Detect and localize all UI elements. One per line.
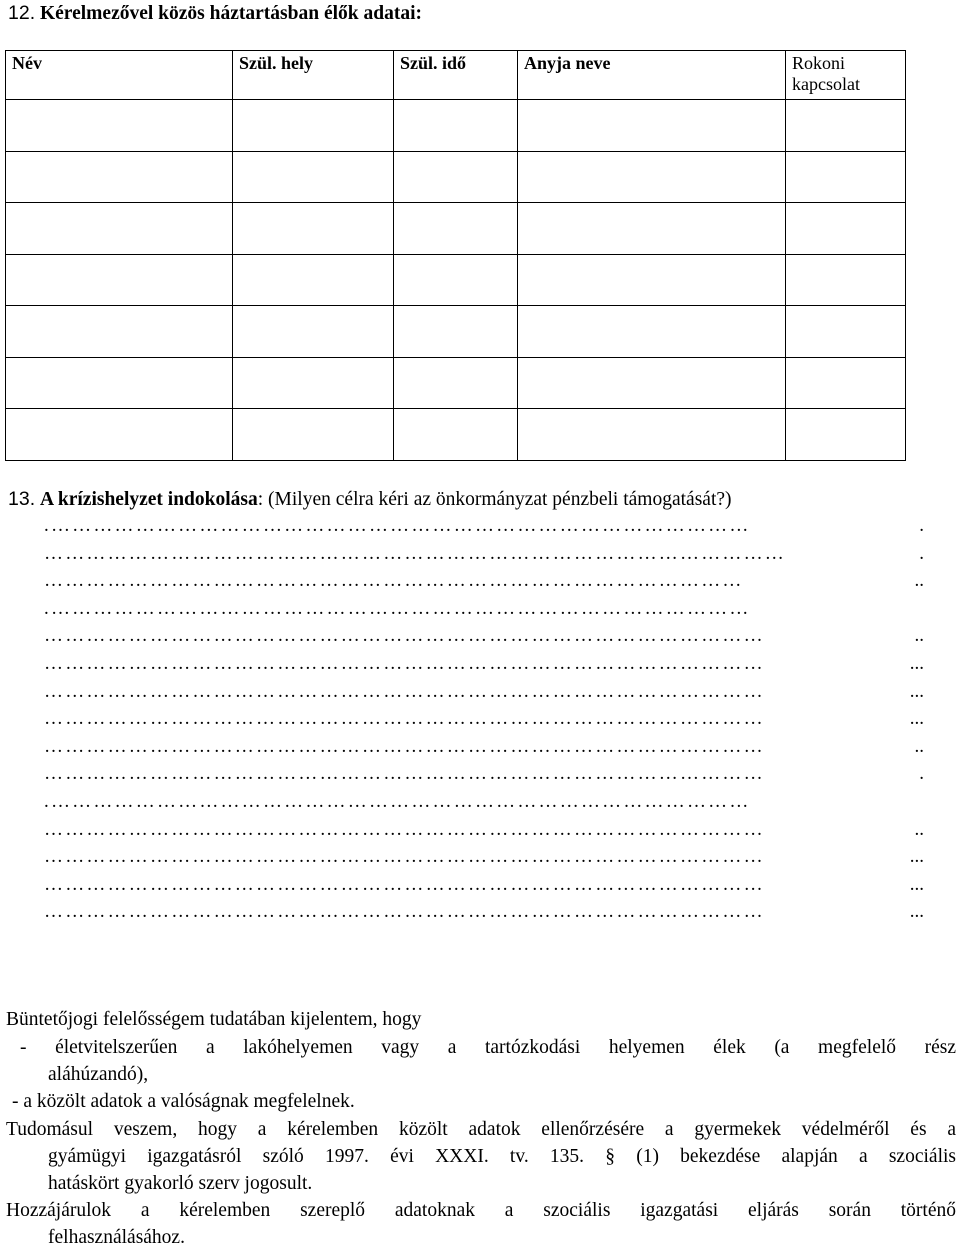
table-cell[interactable] bbox=[786, 306, 906, 358]
dotted-line[interactable] bbox=[44, 622, 924, 649]
dotted-line-lead: . bbox=[44, 515, 51, 536]
dotted-line[interactable] bbox=[44, 760, 924, 787]
table-row bbox=[6, 409, 906, 461]
table-cell[interactable] bbox=[518, 254, 786, 306]
consent-line-1: Hozzájárulok a kérelemben szereplő adatoknak a szociális igazgatási eljárás során történő bbox=[6, 1200, 956, 1221]
dotted-line-fill: ………………………………………………………………………………………… bbox=[44, 763, 765, 785]
table-cell[interactable] bbox=[6, 254, 233, 306]
dotted-line-end: . bbox=[917, 540, 924, 567]
section-12-heading bbox=[8, 2, 422, 25]
table-cell[interactable] bbox=[394, 203, 518, 255]
declaration-item-1-continued: aláhúzandó), bbox=[48, 1064, 149, 1085]
table-header-row bbox=[6, 51, 906, 100]
section-title: Kérelmezővel közös háztartásban élők adatai: bbox=[39, 3, 422, 24]
table-cell[interactable] bbox=[786, 409, 906, 461]
dotted-line[interactable] bbox=[44, 705, 924, 732]
dotted-line-fill: ………………………………………………………………………………………… bbox=[44, 653, 765, 674]
table-cell[interactable] bbox=[233, 409, 394, 461]
table-cell[interactable] bbox=[394, 306, 518, 358]
table-cell[interactable] bbox=[394, 254, 518, 306]
dotted-line-fill: ………………………………………………………………………………………… bbox=[44, 818, 765, 840]
column-header-name: Név bbox=[6, 51, 233, 100]
table-cell[interactable] bbox=[233, 203, 394, 255]
table-cell[interactable] bbox=[394, 409, 518, 461]
table-cell[interactable] bbox=[518, 203, 786, 255]
table-cell[interactable] bbox=[6, 151, 233, 203]
table-row bbox=[6, 306, 906, 358]
table-cell[interactable] bbox=[233, 151, 394, 203]
table-cell[interactable] bbox=[233, 254, 394, 306]
dotted-line-end: ... bbox=[908, 705, 924, 732]
table-cell[interactable] bbox=[394, 151, 518, 203]
dotted-line-end: .. bbox=[913, 816, 925, 843]
dotted-line-end: .. bbox=[913, 733, 925, 760]
column-header-birthplace: Szül. hely bbox=[233, 51, 394, 100]
dotted-line-end: . bbox=[917, 512, 924, 539]
column-header-relationship: Rokoni kapcsolat bbox=[786, 51, 906, 100]
table-cell[interactable] bbox=[786, 203, 906, 255]
dotted-line-fill: …………………………………………………………………………………………… bbox=[44, 542, 786, 564]
dotted-line[interactable] bbox=[44, 650, 924, 677]
table-row bbox=[6, 151, 906, 203]
section-number: 13. bbox=[8, 488, 36, 510]
dotted-line-fill: ………………………………………………………………………………………… bbox=[44, 625, 765, 647]
dotted-line-fill: ………………………………………………………………………………………… bbox=[44, 680, 765, 702]
dotted-line[interactable] bbox=[44, 843, 924, 870]
table-cell[interactable] bbox=[518, 409, 786, 461]
dotted-line-end: . bbox=[917, 760, 924, 787]
dotted-line-end: .. bbox=[913, 567, 925, 594]
table-cell[interactable] bbox=[786, 100, 906, 152]
dotted-line[interactable] bbox=[44, 678, 924, 705]
section-13-heading bbox=[8, 488, 732, 511]
table-cell[interactable] bbox=[394, 357, 518, 409]
dotted-line-end: ... bbox=[908, 678, 924, 705]
table-row bbox=[6, 357, 906, 409]
dotted-line-fill: ………………………………………………………………………………………… bbox=[44, 901, 765, 923]
dotted-line-end: .. bbox=[913, 622, 925, 649]
table-cell[interactable] bbox=[518, 151, 786, 203]
dotted-line-fill: ………………………………………………………………………………………… bbox=[44, 873, 765, 895]
dotted-line[interactable] bbox=[44, 733, 924, 760]
table-cell[interactable] bbox=[233, 100, 394, 152]
dotted-line-fill: ………………………………………………………………………………………… bbox=[44, 735, 765, 757]
table-row bbox=[6, 203, 906, 255]
dotted-line[interactable] bbox=[44, 871, 924, 898]
table-cell[interactable] bbox=[786, 254, 906, 306]
table-row bbox=[6, 254, 906, 306]
table-cell[interactable] bbox=[518, 306, 786, 358]
dotted-line[interactable] bbox=[44, 567, 924, 594]
acknowledgement-line-1: Tudomásul veszem, hogy a kérelemben közölt adatok ellenőrzésére a gyermekek védelméről és a bbox=[6, 1119, 956, 1140]
column-header-mother-name: Anyja neve bbox=[518, 51, 786, 100]
table-cell[interactable] bbox=[6, 203, 233, 255]
section-title-bold: A krízishelyzet indokolása bbox=[39, 489, 258, 510]
dotted-line[interactable] bbox=[44, 595, 924, 622]
table-body bbox=[6, 100, 906, 461]
acknowledgement-line-3: hatáskört gyakorló szerv jogosult. bbox=[48, 1173, 313, 1194]
section-number: 12. bbox=[8, 2, 36, 24]
dotted-line-fill: ……………………………………………………………………………………… bbox=[50, 791, 751, 812]
dotted-line-lead: . bbox=[44, 597, 51, 619]
dotted-line-lead: . bbox=[44, 791, 51, 812]
dotted-line-end: ... bbox=[908, 898, 924, 925]
table-row bbox=[6, 100, 906, 152]
declaration-item-2: - a közölt adatok a valóságnak megfelelnek. bbox=[12, 1091, 355, 1112]
acknowledgement-line-2: gyámügyi igazgatásról szóló 1997. évi XXXI. tv. 135. § (1) bekezdése alapján a szociális bbox=[48, 1146, 956, 1167]
table-cell[interactable] bbox=[518, 100, 786, 152]
dotted-line-fill: ……………………………………………………………………………………… bbox=[50, 597, 751, 619]
table-cell[interactable] bbox=[518, 357, 786, 409]
dotted-line[interactable] bbox=[44, 788, 924, 815]
declaration-item-1: - életvitelszerűen a lakóhelyemen vagy a tartózkodási helyemen élek (a megfelelő rész bbox=[20, 1037, 956, 1058]
dotted-line-end: ... bbox=[908, 650, 924, 677]
table-cell[interactable] bbox=[6, 409, 233, 461]
dotted-line-fill: ………………………………………………………………………………………… bbox=[44, 846, 765, 868]
table-cell[interactable] bbox=[394, 100, 518, 152]
dotted-line[interactable] bbox=[44, 898, 924, 925]
consent-line-2: felhasználásához. bbox=[48, 1227, 185, 1248]
dotted-line[interactable] bbox=[44, 540, 924, 567]
table-cell[interactable] bbox=[233, 306, 394, 358]
declaration-intro: Büntetőjogi felelősségem tudatában kijelentem, hogy bbox=[6, 1009, 422, 1030]
section-title-rest: : (Milyen célra kéri az önkormányzat pénzbeli támogatását?) bbox=[257, 489, 732, 510]
dotted-line[interactable] bbox=[44, 512, 924, 539]
dotted-line-fill: ……………………………………………………………………………………… bbox=[44, 570, 744, 592]
dotted-line[interactable] bbox=[44, 816, 924, 843]
dotted-line-end: ... bbox=[908, 843, 924, 870]
table-cell[interactable] bbox=[6, 306, 233, 358]
dotted-line-end: ... bbox=[908, 871, 924, 898]
column-header-birthdate: Szül. idő bbox=[394, 51, 518, 100]
table-cell[interactable] bbox=[233, 357, 394, 409]
table-cell[interactable] bbox=[786, 151, 906, 203]
dotted-line-fill: ……………………………………………………………………………………… bbox=[50, 515, 751, 536]
household-table bbox=[5, 50, 906, 461]
table-cell[interactable] bbox=[6, 357, 233, 409]
dotted-line-fill: ………………………………………………………………………………………… bbox=[44, 708, 765, 730]
table-cell[interactable] bbox=[6, 100, 233, 152]
table-cell[interactable] bbox=[786, 357, 906, 409]
